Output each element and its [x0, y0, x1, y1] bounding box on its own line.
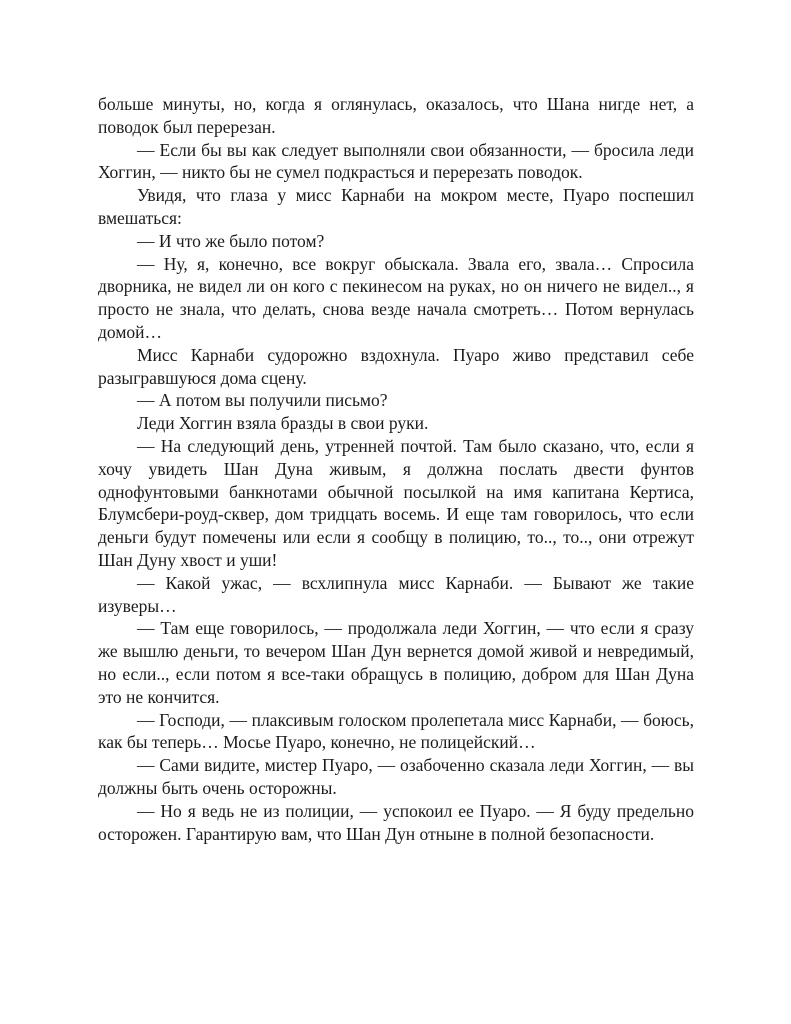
paragraph: — Но я ведь не из полиции, — успокоил ее Пуаро. — Я буду предельно осторожен. Гарантирую вам, что Шан Дун отныне в полной безопасности. [98, 800, 694, 844]
paragraph: Мисс Карнаби судорожно вздохнула. Пуаро живо представил себе разыгравшуюся дома сцену. [98, 344, 694, 388]
paragraph: больше минуты, но, когда я оглянулась, оказалось, что Шана нигде нет, а поводок был перерезан. [98, 94, 694, 137]
paragraph: — Ну, я, конечно, все вокруг обыскала. Звала его, звала… Спросила дворника, не видел ли он кого с пекинесом на руках, но он ничего не видел.., я просто не знала, что делать, снова везде начала смотреть… Потом вернулась домой… [98, 253, 694, 342]
paragraph: — Там еще говорилось, — продолжала леди Хоггин, — что если я сразу же вышлю деньги, то вечером Шан Дун вернется домой живой и невредимый, но если.., если потом я все-таки обращусь в полицию, добром для Шан Дуна это не кончится. [98, 618, 694, 707]
paragraph: — Если бы вы как следует выполняли свои обязанности, — бросила леди Хоггин, — никто бы не сумел подкрасться и перерезать поводок. [98, 139, 694, 183]
paragraph: — Сами видите, мистер Пуаро, — озабоченно сказала леди Хоггин, — вы должны быть очень осторожны. [98, 755, 694, 798]
page-text-block [98, 93, 694, 845]
paragraph: — И что же было потом? [137, 230, 325, 251]
paragraph: Увидя, что глаза у мисс Карнаби на мокром месте, Пуаро поспешил вмешаться: [98, 185, 694, 228]
paragraph: — А потом вы получили письмо? [137, 390, 388, 411]
paragraph: — На следующий день, утренней почтой. Там было сказано, что, если я хочу увидеть Шан Дуна живым, я должна послать двести фунтов однофунтовыми банкнотами обычной посылкой на имя капитана Кертиса, Блумсбери-роуд-сквер, дом тридцать восемь. И еще там говорилось, что если деньги будут помечены или если я сообщу в полицию, то.., то.., они отрежут Шан Дуну хвост и уши! [98, 435, 694, 570]
paragraph: — Господи, — плаксивым голоском пролепетала мисс Карнаби, — боюсь, как бы теперь… Мосье Пуаро, конечно, не полицейский… [98, 709, 694, 753]
paragraph: Леди Хоггин взяла бразды в свои руки. [137, 413, 429, 434]
paragraph: — Какой ужас, — всхлипнула мисс Карнаби. — Бывают же такие изуверы… [98, 572, 694, 616]
